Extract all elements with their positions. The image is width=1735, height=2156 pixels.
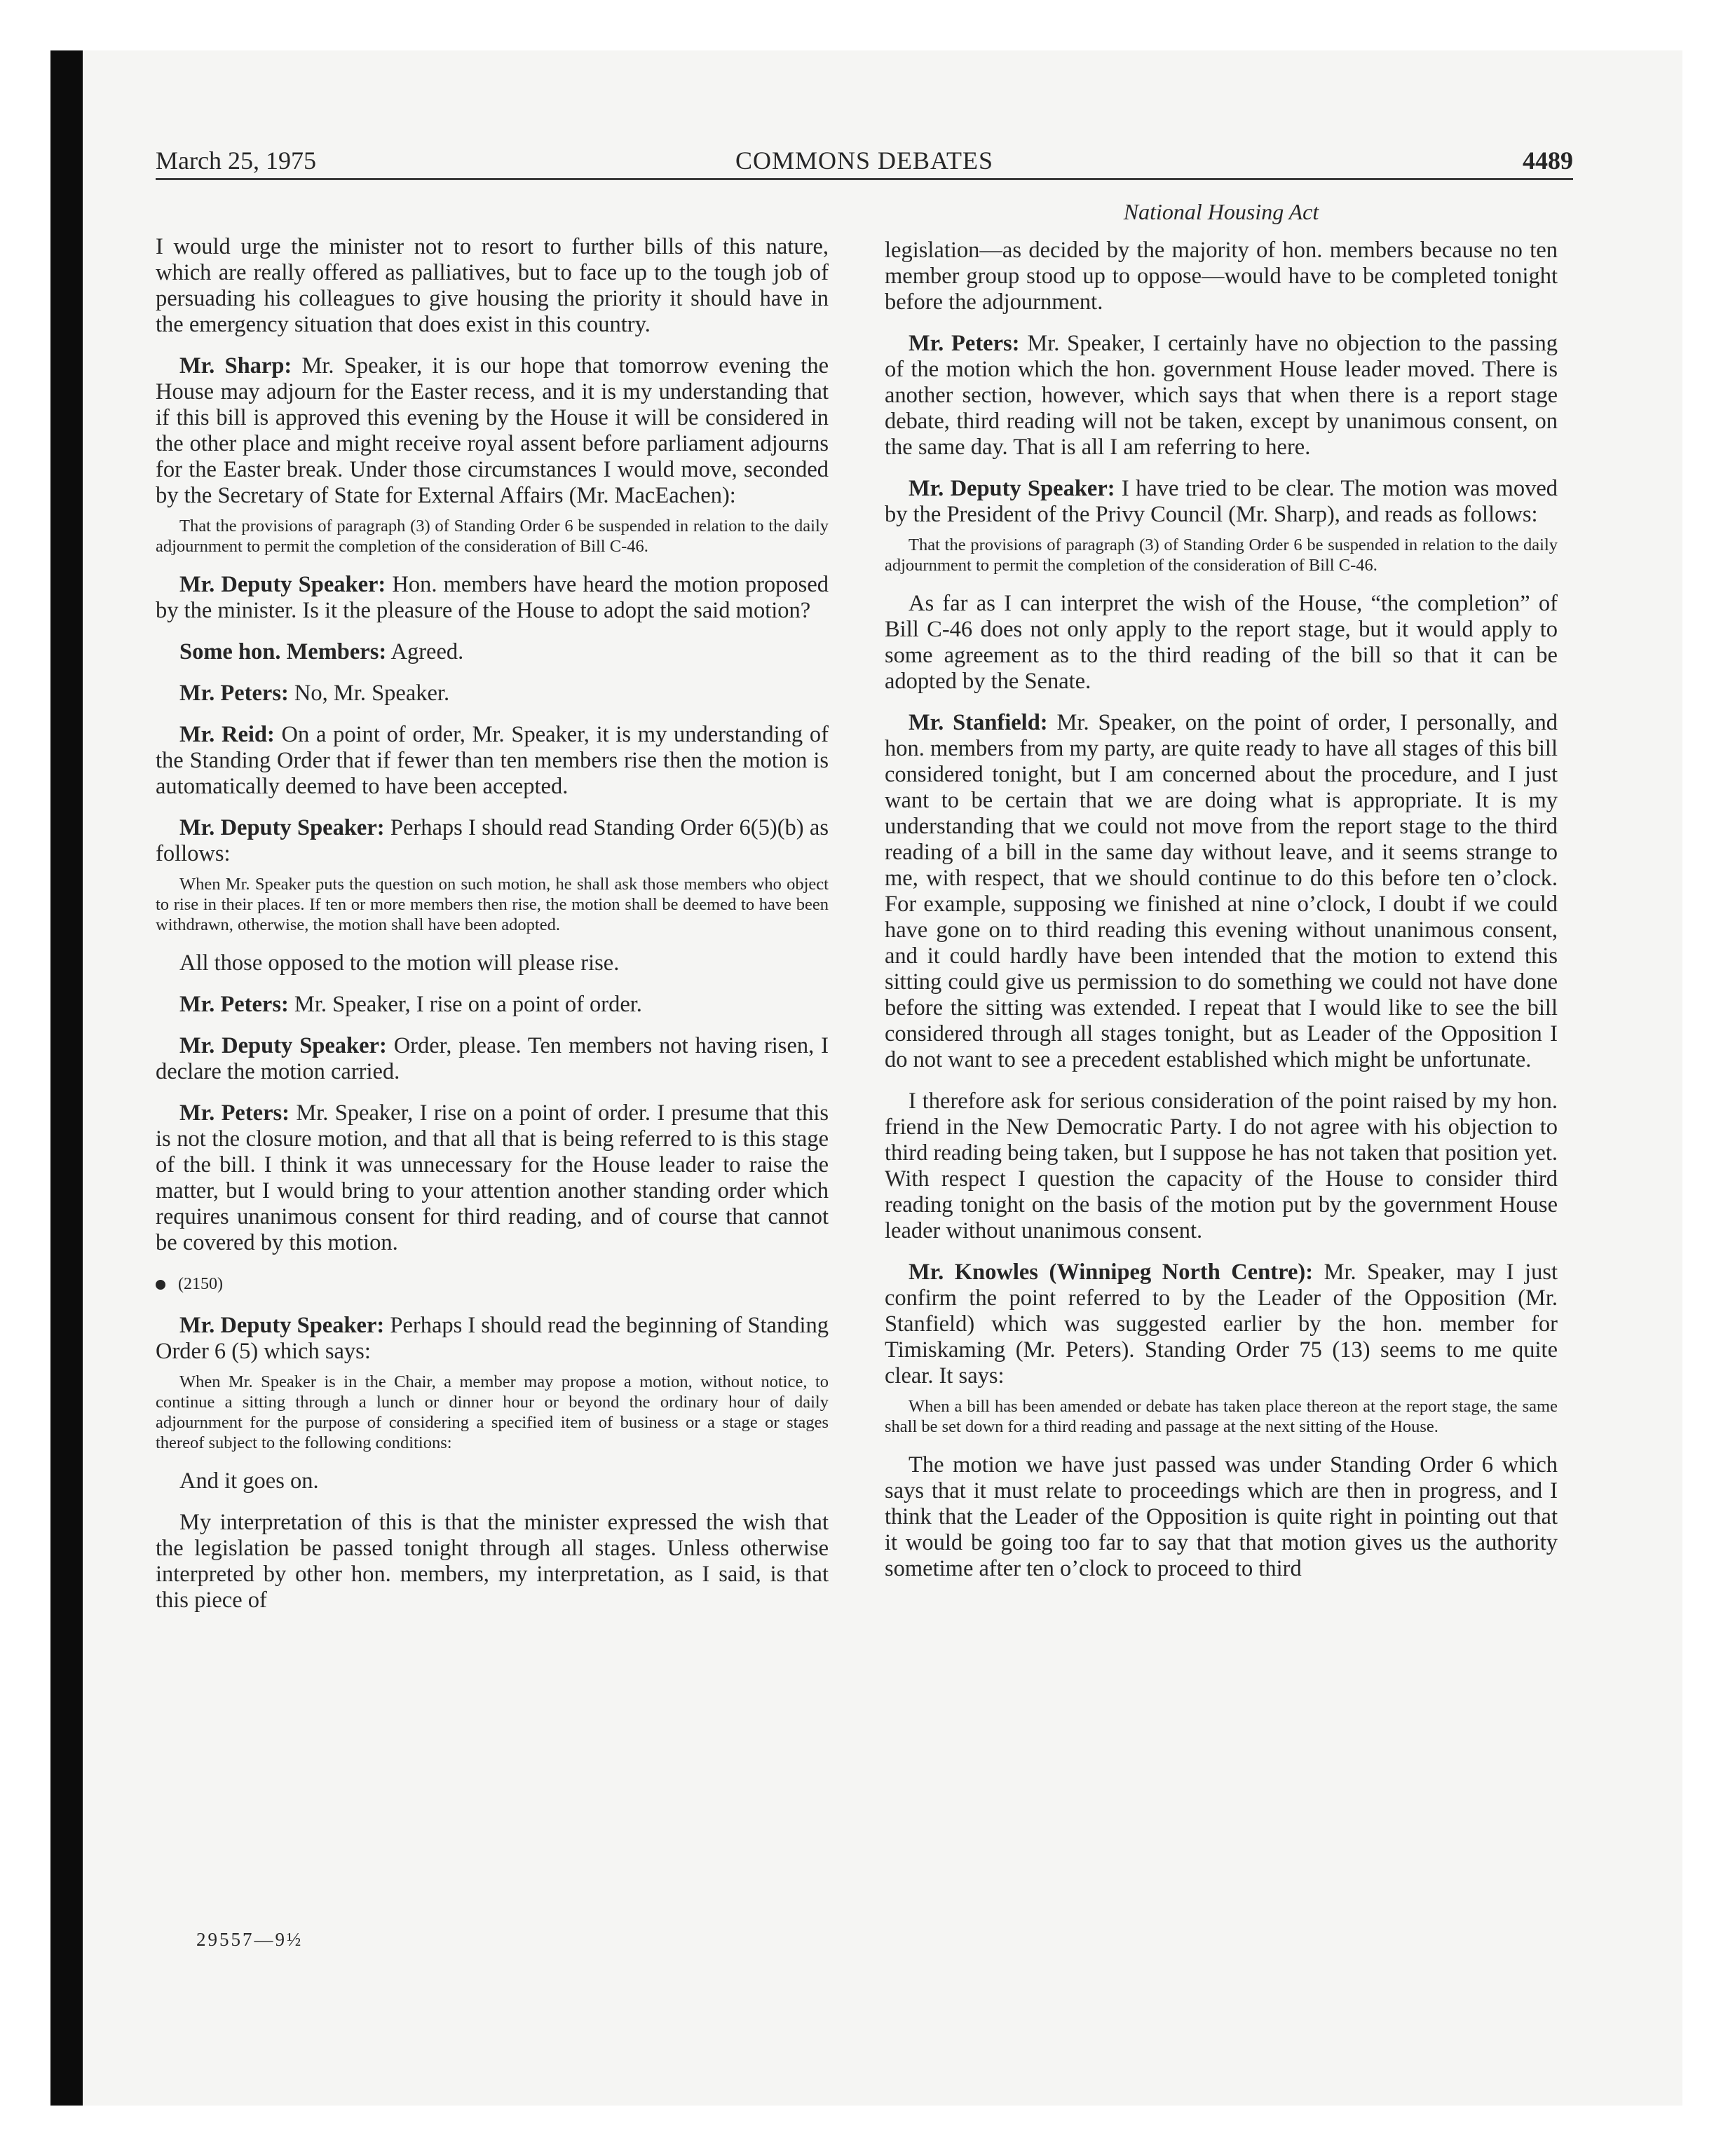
time-marker <box>156 1271 829 1297</box>
speaker-name: Mr. Peters: <box>179 992 289 1017</box>
quoted-standing-order: That the provisions of paragraph (3) of Standing Order 6 be suspended in relation to the daily adjournment to permit the completion of the consideration of Bill C-46. <box>885 535 1558 575</box>
paragraph-text: Mr. Speaker, on the point of order, I personally, and hon. members from my party, are quite ready to have all stages of this bill considered tonight, but I am concerned about the procedure, and I just want to be certain that we are doing what is appropriate. It is my understanding that we could not move from the report stage to the third reading of a bill in the same day without leave, and it seems strange to me, with respect, that we should continue to do this before ten o’clock. For example, supposing we finished at nine o’clock, I doubt if we could have gone on to third reading this evening without unanimous consent, and it could hardly have been intended that the motion to extend this sitting could give us permission to do something we could not have done before the sitting was extended. I repeat that I would like to see the bill considered through all stages tonight, but as Leader of the Opposition I do not want to see a precedent established which might be unfortunate. <box>885 710 1558 1072</box>
debate-paragraph <box>885 1089 1558 1244</box>
quoted-standing-order: That the provisions of paragraph (3) of Standing Order 6 be suspended in relation to the daily adjournment to permit the completion of the consideration of Bill C-46. <box>156 517 829 556</box>
debate-paragraph <box>156 572 829 624</box>
speaker-name: Some hon. Members: <box>179 639 387 664</box>
debate-paragraph <box>156 950 829 976</box>
running-head <box>156 143 1573 178</box>
speaker-name: Mr. Deputy Speaker: <box>909 476 1115 501</box>
speaker-name: Mr. Deputy Speaker: <box>179 1033 387 1058</box>
paragraph-text: As far as I can interpret the wish of the House, “the completion” of Bill C-46 does not only apply to the report stage, but it would apply to some agreement as to the third reading of the bill so that it can be adopted by the Senate. <box>885 591 1558 694</box>
paragraph-text: legislation—as decided by the majority of hon. members because no ten member group stood up to oppose—would have to be completed tonight before the adjournment. <box>885 238 1558 315</box>
debate-paragraph <box>156 1033 829 1085</box>
paragraph-text: Hon. members have heard the motion proposed by the minister. Is it the pleasure of the House to adopt the said motion? <box>156 572 829 623</box>
right-column <box>885 189 1558 1597</box>
debate-paragraph <box>885 591 1558 695</box>
quoted-standing-order: When Mr. Speaker puts the question on such motion, he shall ask those members who object to rise in their places. If ten or more members then rise, the motion shall be deemed to have been withdrawn, otherwise, the motion shall have been adopted. <box>156 875 829 934</box>
speaker-name: Mr. Reid: <box>179 722 275 747</box>
debate-paragraph <box>156 353 829 509</box>
paragraph-text: Mr. Speaker, I rise on a point of order. I presume that this is not the closure motion, and that all that is being referred to is this stage of the bill. I think it was unnecessary for the House leader to raise the matter, but I would bring to your attention another standing order which requires unanimous consent for third reading, and of course that cannot be covered by this motion. <box>156 1100 829 1255</box>
paragraph-text: And it goes on. <box>179 1468 319 1494</box>
speaker-name: Mr. Peters: <box>179 681 289 706</box>
speaker-name: Mr. Deputy Speaker: <box>179 572 386 597</box>
speaker-name: Mr. Peters: <box>179 1100 290 1126</box>
paragraph-text: My interpretation of this is that the minister expressed the wish that the legislation be passed tonight through all stages. Unless otherwise interpreted by other hon. members, my interpretation, as I said, is that this piece of <box>156 1510 829 1613</box>
quoted-standing-order: When Mr. Speaker is in the Chair, a member may propose a motion, without notice, to continue a sitting through a lunch or dinner hour or beyond the ordinary hour of daily adjournment for the purpose of considering a specified item of business or a stage or stages thereof subject to the following conditions: <box>156 1372 829 1452</box>
paragraph-text: Mr. Speaker, it is our hope that tomorrow evening the House may adjourn for the Easter recess, and it is my understanding that if this bill is approved this evening by the House it will be considered in the other place and might receive royal assent before parliament adjourns for the Easter break. Under those circumstances I would move, seconded by the Secretary of State for External Affairs (Mr. MacEachen): <box>156 353 829 508</box>
debate-paragraph <box>885 710 1558 1073</box>
paragraph-text: Order, please. Ten members not having risen, I declare the motion carried. <box>156 1033 829 1084</box>
speaker-name: Mr. Sharp: <box>179 353 292 378</box>
debate-paragraph <box>156 1313 829 1365</box>
debate-paragraph <box>156 681 829 707</box>
paragraph-text: On a point of order, Mr. Speaker, it is my understanding of the Standing Order that if fewer than ten members rise then the motion is automatically deemed to have been accepted. <box>156 722 829 799</box>
header-publication: COMMONS DEBATES <box>735 146 994 175</box>
speaker-name: Mr. Peters: <box>909 331 1020 356</box>
paragraph-text: Mr. Speaker, I certainly have no objection to the passing of the motion which the hon. government House leader moved. There is another section, however, which says that when there is a report stage debate, third reading will not be taken, except by unanimous consent, on the same day. That is all I am referring to here. <box>885 331 1558 460</box>
paragraph-text: No, Mr. Speaker. <box>294 681 450 706</box>
debate-paragraph <box>156 722 829 800</box>
paragraph-text: I would urge the minister not to resort to further bills of this nature, which are really offered as palliatives, but to face up to the tough job of persuading his colleagues to give housing the priority it should have in the emergency situation that does exist in this country. <box>156 234 829 337</box>
debate-paragraph <box>156 1510 829 1613</box>
debate-paragraph <box>156 815 829 867</box>
paragraph-text: Agreed. <box>390 639 464 664</box>
paragraph-text: Perhaps I should read the beginning of Standing Order 6 (5) which says: <box>156 1313 829 1364</box>
debate-paragraph <box>156 1468 829 1494</box>
debate-paragraph <box>156 639 829 665</box>
debate-paragraph <box>156 1100 829 1256</box>
debate-paragraph <box>885 476 1558 528</box>
time-marker-text: (2150) <box>178 1275 223 1293</box>
paragraph-text: Mr. Speaker, I rise on a point of order. <box>294 992 642 1017</box>
speaker-name: Mr. Deputy Speaker: <box>179 815 385 840</box>
debate-paragraph <box>885 238 1558 315</box>
footer-code: 29557—9½ <box>196 1929 304 1950</box>
debate-paragraph <box>885 1260 1558 1389</box>
paragraph-text: The motion we have just passed was under Standing Order 6 which says that it must relate to proceedings which are then in progress, and I think that the Leader of the Opposition is quite right in pointing out that it would be going too far to say that that motion gives us the authority sometime after ten o’clock to proceed to third <box>885 1452 1558 1581</box>
header-page-number: 4489 <box>1523 146 1573 175</box>
paragraph-text: I therefore ask for serious consideration of the point raised by my hon. friend in the New Democratic Party. I do not agree with his objection to third reading being taken, but I suppose he has not taken that position yet. With respect I question the capacity of the House to consider third reading tonight on the basis of the motion put by the government House leader without unanimous consent. <box>885 1089 1558 1243</box>
paragraph-text: Perhaps I should read Standing Order 6(5)(b) as follows: <box>156 815 829 866</box>
paragraph-text: All those opposed to the motion will please rise. <box>179 950 620 976</box>
header-rule <box>156 178 1573 180</box>
paragraph-text: I have tried to be clear. The motion was moved by the President of the Privy Council (Mr. Sharp), and reads as follows: <box>885 476 1558 527</box>
paragraph-text: Mr. Speaker, may I just confirm the point referred to by the Leader of the Opposition (Mr. Stanfield) which was suggested earlier by the hon. member for Timiskaming (Mr. Peters). Standing Order 75 (13) seems to me quite clear. It says: <box>885 1260 1558 1389</box>
debate-paragraph <box>885 331 1558 460</box>
section-heading: National Housing Act <box>1123 199 1319 224</box>
debate-paragraph <box>156 234 829 338</box>
quoted-standing-order: When a bill has been amended or debate has taken place thereon at the report stage, the same shall be set down for a third reading and passage at the next sitting of the House. <box>885 1397 1558 1436</box>
binding-edge <box>50 50 83 2106</box>
debate-paragraph <box>885 1452 1558 1582</box>
speaker-name: Mr. Stanfield: <box>909 710 1048 735</box>
speaker-name: Mr. Deputy Speaker: <box>179 1313 385 1338</box>
header-date: March 25, 1975 <box>156 146 316 175</box>
left-column <box>156 234 829 1629</box>
speaker-name: Mr. Knowles (Winnipeg North Centre): <box>909 1260 1314 1285</box>
debate-paragraph <box>156 992 829 1018</box>
bullet-dot-icon <box>156 1280 165 1290</box>
